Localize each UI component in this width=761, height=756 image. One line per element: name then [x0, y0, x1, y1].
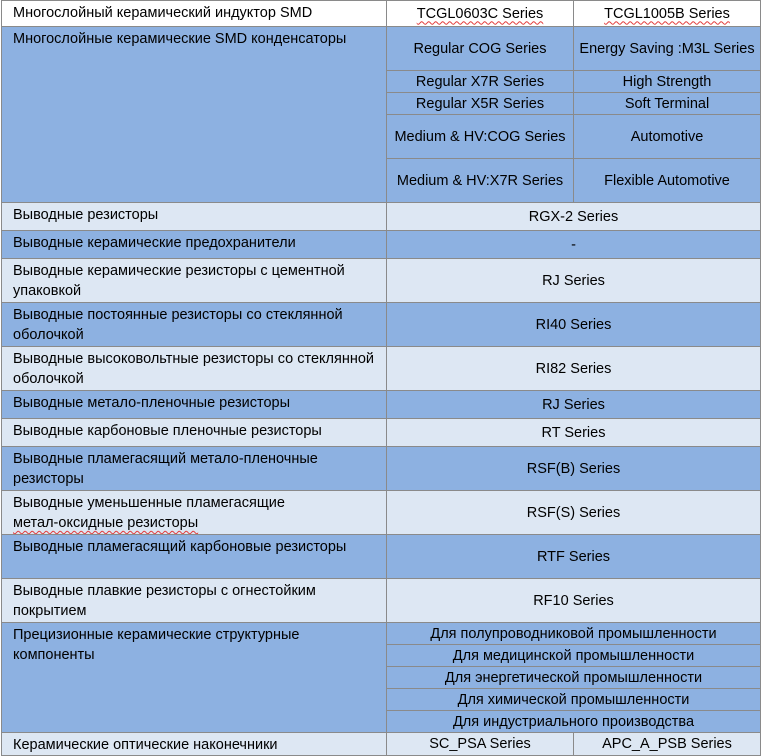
series-cell: Для химической промышленности: [387, 689, 761, 711]
series-cell: SC_PSA Series: [387, 733, 574, 756]
series-cell: Для энергетической промышленности: [387, 667, 761, 689]
category-cell: Выводные постоянные резисторы со стеклянной оболочкой: [2, 303, 387, 347]
series-cell: RF10 Series: [387, 579, 761, 623]
table-row: [2, 733, 761, 756]
table-row: [2, 491, 761, 535]
series-cell: RI82 Series: [387, 347, 761, 391]
table-row: [2, 535, 761, 579]
category-cell: Выводные керамические предохранители: [2, 231, 387, 259]
series-cell: RT Series: [387, 419, 761, 447]
series-cell: RGX-2 Series: [387, 203, 761, 231]
series-cell: Medium & HV:COG Series: [387, 115, 574, 159]
category-cell: Выводные плавкие резисторы с огнестойким покрытием: [2, 579, 387, 623]
series-cell: RSF(S) Series: [387, 491, 761, 535]
series-cell: RTF Series: [387, 535, 761, 579]
series-cell: [574, 1, 761, 27]
product-table: [1, 0, 761, 756]
category-line: Выводные уменьшенные пламегасящие: [13, 495, 285, 511]
category-cell: Выводные высоковольтные резисторы со стеклянной оболочкой: [2, 347, 387, 391]
table-row: [2, 623, 761, 645]
series-cell: Automotive: [574, 115, 761, 159]
series-label: TCGL0603C Series: [416, 5, 544, 22]
series-cell: Flexible Automotive: [574, 159, 761, 203]
category-cell: Выводные метало-пленочные резисторы: [2, 391, 387, 419]
series-cell: RJ Series: [387, 391, 761, 419]
table-row: [2, 579, 761, 623]
table-row: [2, 27, 761, 71]
category-cell: Выводные пламегасящий карбоновые резисторы: [2, 535, 387, 579]
series-cell: RI40 Series: [387, 303, 761, 347]
series-cell: RJ Series: [387, 259, 761, 303]
category-cell: Выводные пламегасящий метало-пленочные резисторы: [2, 447, 387, 491]
table-row: [2, 231, 761, 259]
series-cell: Для полупроводниковой промышленности: [387, 623, 761, 645]
table-row: [2, 391, 761, 419]
category-cell: Выводные керамические резисторы с цементной упаковкой: [2, 259, 387, 303]
series-cell: [387, 1, 574, 27]
category-cell: Прецизионные керамические структурные компоненты: [2, 623, 387, 733]
table-row: [2, 1, 761, 27]
table-row: [2, 203, 761, 231]
series-label: TCGL1005B Series: [604, 5, 730, 22]
series-cell: Soft Terminal: [574, 93, 761, 115]
category-line: метал-оксидные резисторы: [13, 515, 199, 531]
series-cell: High Strength: [574, 71, 761, 93]
series-cell: Для медицинской промышленности: [387, 645, 761, 667]
table-row: [2, 447, 761, 491]
series-cell: Energy Saving :M3L Series: [574, 27, 761, 71]
category-cell: Керамические оптические наконечники: [2, 733, 387, 756]
series-cell: Regular X5R Series: [387, 93, 574, 115]
series-cell: Для индустриального производства: [387, 711, 761, 733]
series-cell: RSF(B) Series: [387, 447, 761, 491]
category-cell: [2, 491, 387, 535]
category-cell: Многослойные керамические SMD конденсаторы: [2, 27, 387, 203]
series-cell: Regular COG Series: [387, 27, 574, 71]
category-cell: Многослойный керамический индуктор SMD: [2, 1, 387, 27]
table-row: [2, 259, 761, 303]
series-cell: Regular X7R Series: [387, 71, 574, 93]
series-cell: -: [387, 231, 761, 259]
series-cell: Medium & HV:X7R Series: [387, 159, 574, 203]
series-cell: APC_A_PSB Series: [574, 733, 761, 756]
table-row: [2, 419, 761, 447]
category-cell: Выводные резисторы: [2, 203, 387, 231]
table-row: [2, 303, 761, 347]
category-cell: Выводные карбоновые пленочные резисторы: [2, 419, 387, 447]
table-row: [2, 347, 761, 391]
